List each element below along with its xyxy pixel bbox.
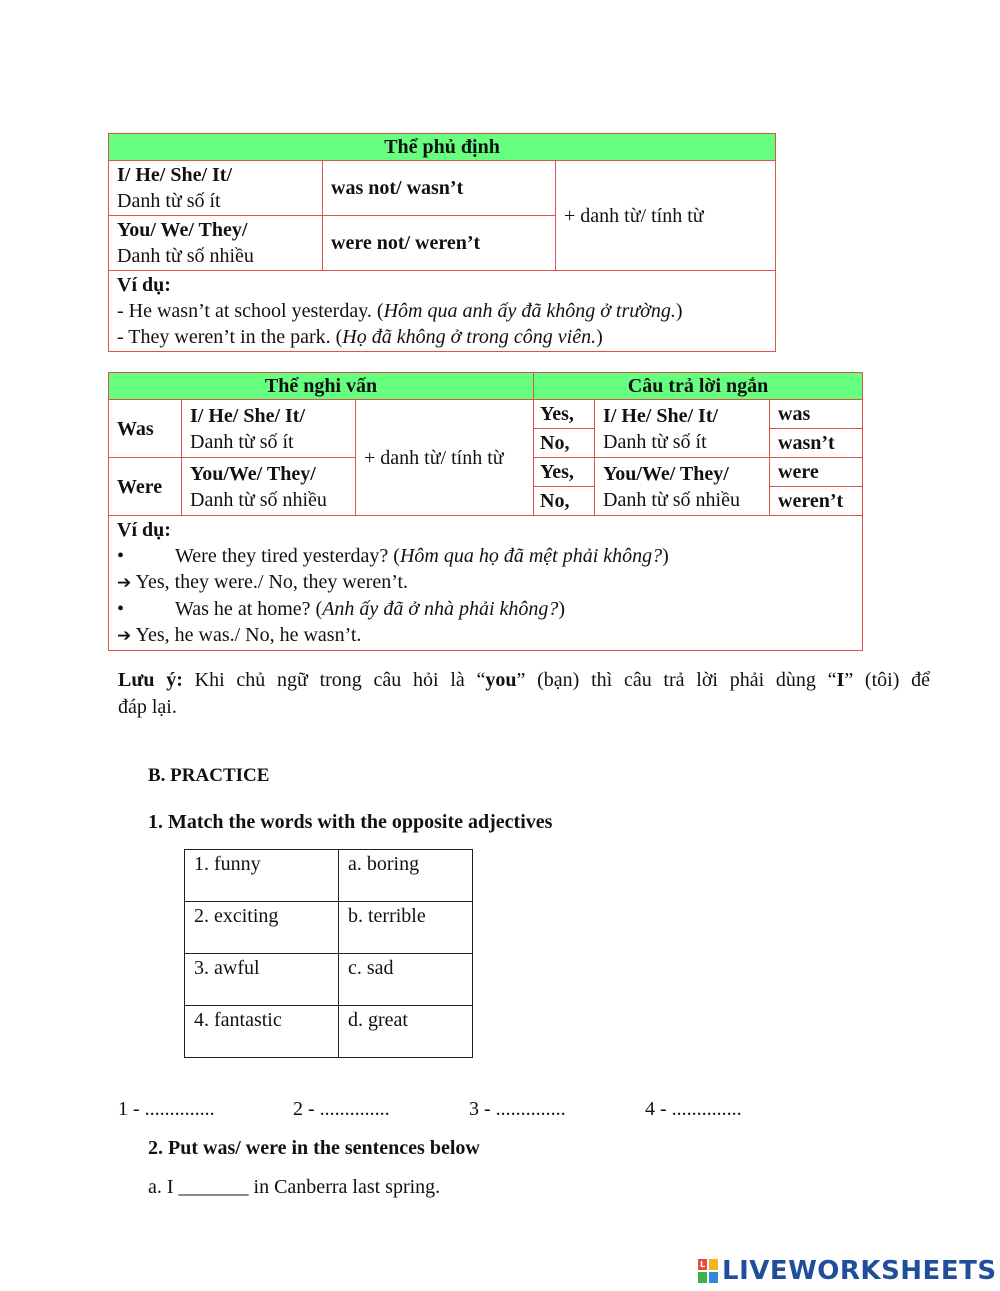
match-right-b: b. terrible xyxy=(339,902,473,954)
answer-subject-singular xyxy=(595,400,770,458)
subject-bold-text: You/ We/ They/ xyxy=(117,219,248,241)
negative-example-2: - They weren’t in the park. (Họ đã không ở trong công viên.) xyxy=(117,326,603,348)
match-right-a: a. boring xyxy=(339,850,473,902)
answer-wasnt: wasn’t xyxy=(770,429,863,458)
note-line-1: Lưu ý: Khi chủ ngữ trong câu hỏi là “you” (bạn) thì câu trả lời phải dùng “I” (tôi) để xyxy=(118,669,930,691)
negative-subject-plural xyxy=(109,216,323,271)
short-answer-header: Câu trả lời ngắn xyxy=(534,373,863,400)
logo-icon-tile xyxy=(709,1272,718,1283)
subject-bold-text: I/ He/ She/ It/ xyxy=(603,404,719,427)
answer-werent: weren’t xyxy=(770,487,863,516)
arrow-icon: ➔ xyxy=(117,573,132,593)
subject-plain-text: Danh từ số ít xyxy=(603,430,707,453)
question-examples xyxy=(109,516,863,651)
bullet-icon: • xyxy=(117,598,125,620)
subject-plain-text: Danh từ số nhiều xyxy=(603,488,740,511)
answer-blank-3[interactable]: 3 - .............. xyxy=(469,1098,566,1120)
question-header: Thể nghi vấn xyxy=(109,373,534,400)
question-form-table xyxy=(108,372,863,651)
negative-subject-singular xyxy=(109,161,323,216)
subject-bold-text: I/ He/ She/ It/ xyxy=(117,164,233,186)
match-left-3: 3. awful xyxy=(185,954,339,1006)
answer-were: were xyxy=(770,458,863,487)
answer-was: was xyxy=(770,400,863,429)
answer-example-1: ➔ Yes, they were./ No, they weren’t. xyxy=(117,571,409,593)
logo-icon-tile xyxy=(709,1259,718,1270)
negative-examples xyxy=(109,271,776,352)
aux-was: Was xyxy=(109,400,182,458)
practice-title: B. PRACTICE xyxy=(148,765,270,786)
negative-verb-plural: were not/ weren’t xyxy=(323,216,556,271)
subject-bold-text: I/ He/ She/ It/ xyxy=(190,404,306,427)
matching-table xyxy=(184,849,473,1058)
question-subject-singular xyxy=(182,400,356,458)
negative-complement: + danh từ/ tính từ xyxy=(556,161,776,271)
exercise-2-title: 2. Put was/ were in the sentences below xyxy=(148,1137,480,1159)
bullet-icon: • xyxy=(117,545,125,567)
question-example-2: • Was he at home? (Anh ấy đã ở nhà phải không?) xyxy=(117,598,566,620)
match-right-c: c. sad xyxy=(339,954,473,1006)
note-line-2: đáp lại. xyxy=(118,696,177,718)
exercise-1-title: 1. Match the words with the opposite adjectives xyxy=(148,811,553,833)
negative-example-1: - He wasn’t at school yesterday. (Hôm qua anh ấy đã không ở trường.) xyxy=(117,300,683,322)
subject-bold-text: You/We/ They/ xyxy=(603,462,729,485)
logo-text: LIVEWORKSHEETS xyxy=(722,1256,997,1286)
answer-blank-4[interactable]: 4 - .............. xyxy=(645,1098,742,1120)
example-label: Ví dụ: xyxy=(117,274,171,296)
liveworksheets-logo xyxy=(698,1255,997,1287)
match-left-2: 2. exciting xyxy=(185,902,339,954)
logo-icon-tile: L xyxy=(699,1260,706,1269)
question-example-1: • Were they tired yesterday? (Hôm qua họ đã mệt phải không?) xyxy=(117,545,669,567)
subject-plain-text: Danh từ số ít xyxy=(190,430,294,453)
logo-icon-tile xyxy=(698,1272,707,1283)
example-label: Ví dụ: xyxy=(117,519,171,541)
aux-were: Were xyxy=(109,458,182,516)
negative-verb-singular: was not/ wasn’t xyxy=(323,161,556,216)
answer-blank-1[interactable]: 1 - .............. xyxy=(118,1098,215,1120)
question-complement: + danh từ/ tính từ xyxy=(356,400,534,516)
subject-plain-text: Danh từ số nhiều xyxy=(117,245,254,267)
question-subject-plural xyxy=(182,458,356,516)
subject-bold-text: You/We/ They/ xyxy=(190,462,316,485)
match-right-d: d. great xyxy=(339,1006,473,1058)
yes-label: Yes, xyxy=(534,458,595,487)
answer-example-2: ➔ Yes, he was./ No, he wasn’t. xyxy=(117,624,362,646)
subject-plain-text: Danh từ số nhiều xyxy=(190,488,327,511)
subject-plain-text: Danh từ số ít xyxy=(117,190,221,212)
yes-label: Yes, xyxy=(534,400,595,429)
negative-form-table xyxy=(108,133,776,352)
sentence-a: a. I _______ in Canberra last spring. xyxy=(148,1176,441,1198)
no-label: No, xyxy=(534,429,595,458)
match-left-4: 4. fantastic xyxy=(185,1006,339,1058)
answer-subject-plural xyxy=(595,458,770,516)
match-left-1: 1. funny xyxy=(185,850,339,902)
note-paragraph xyxy=(118,667,930,721)
arrow-icon: ➔ xyxy=(117,626,132,646)
negative-header: Thể phủ định xyxy=(109,134,776,161)
logo-icon xyxy=(698,1259,718,1283)
no-label: No, xyxy=(534,487,595,516)
answer-blank-2[interactable]: 2 - .............. xyxy=(293,1098,390,1120)
